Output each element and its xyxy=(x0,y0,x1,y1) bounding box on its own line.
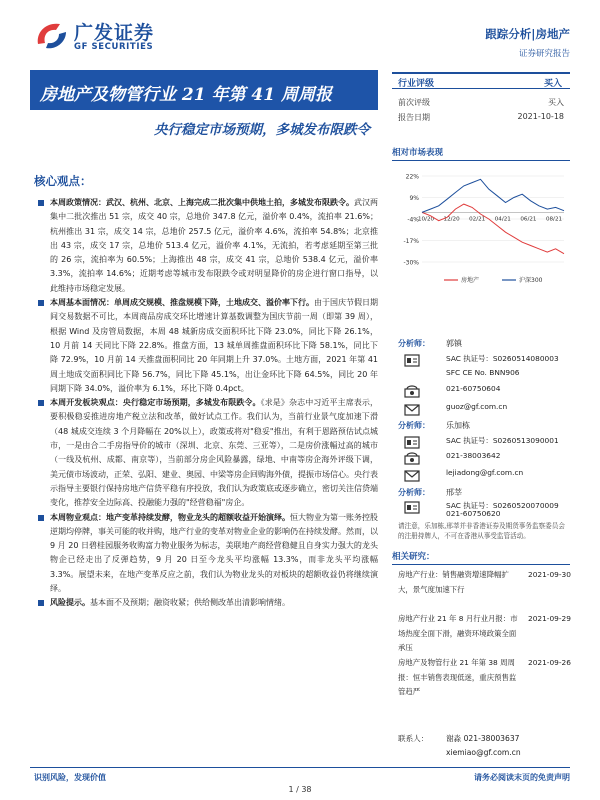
bullet-risk xyxy=(34,596,378,610)
series-line-1 xyxy=(422,179,564,212)
related-item-date: 2021-09-30 xyxy=(528,570,571,579)
divider xyxy=(392,564,570,565)
analyst-3-sac: SAC 执证号：S0260520070009 xyxy=(446,501,559,510)
analyst-1-name: 郭镇 xyxy=(446,339,462,348)
bullet-head: 风险提示。 xyxy=(50,598,90,608)
y-tick-label: -4% xyxy=(407,216,419,224)
analyst-2-label: 分析师： xyxy=(398,421,430,430)
id-card-icon xyxy=(404,434,422,448)
bullet-head: 本周物业观点：地产变革持续发酵，物业龙头的超额收益开始演绎。 xyxy=(50,512,290,522)
report-title: 房地产及物管行业 21 年第 41 周周报 xyxy=(40,85,332,105)
bullet-head: 本周政策情况：武汉、杭州、北京、上海完成二批次集中供地土拍，多城发布限跌令。 xyxy=(50,198,354,207)
analyst-3-name: 邢莘 xyxy=(446,488,462,497)
legend-label: 房地产 xyxy=(461,277,480,284)
x-tick-label: 10/20 xyxy=(417,216,435,223)
analyst-1-label: 分析师： xyxy=(398,339,430,348)
related-item-date: 2021-09-29 xyxy=(528,614,571,623)
analyst-2-name: 乐加栋 xyxy=(446,421,470,430)
id-card-icon xyxy=(404,352,422,366)
related-research-title: 相关研究： xyxy=(392,552,435,562)
relative-performance-title: 相对市场表现 xyxy=(392,148,444,158)
report-kind: 证券研究报告 xyxy=(518,49,570,59)
analyst-3-label: 分析师： xyxy=(398,488,430,497)
bullet-property-mgmt xyxy=(34,511,378,597)
contact-label: 联系人： xyxy=(398,734,429,743)
industry-rating xyxy=(392,72,570,89)
analyst-2-email[interactable]: lejiadong@gf.com.cn xyxy=(446,468,524,477)
company-logo xyxy=(34,18,184,52)
legend-label: 沪深300 xyxy=(519,277,543,284)
bullet-fundamentals xyxy=(34,296,378,396)
bullet-head: 本周开发板块观点：央行稳定市场预期，多城发布限跌令。 xyxy=(50,398,261,408)
prev-rating-value: 买入 xyxy=(548,98,564,107)
bullet-body: 恒大物业为第一账务控股逆期均停牌，事关可能的收并购，地产行业的变革对物业企业的影响仍在持续发酵。然而，以 9 月 20 日碧桂园服务收购富力物业服务为标志，美联地产商经营稳健且自身实力强大的龙头物企已经走出了反弹趋势，9 月 20 日至今龙头平均涨幅 13.3%，而非龙头平均涨幅 3.3%。展望未来，在地产变革反应之前，我们认为物业龙头的对板块的超额收益仍将继续演绎。 xyxy=(50,512,378,594)
y-tick-label: 9% xyxy=(409,195,419,202)
related-item-date: 2021-09-26 xyxy=(528,658,571,667)
report-subtitle: 央行稳定市场预期，多城发布限跌令 xyxy=(154,122,370,138)
bullet-body: 由于国庆节假日期间交易数据不可比，本周商品房成交环比增速计算基数调整为国庆节前一周（即第 39 周），根据 Wind 及房管局数据，本周 48 城新房成交面积环比下降 23.0%，同比下降 26.1%，10 月前 14 天同比下降 22.8%。推盘方面，13 城单周推盘面积环比下降 58.1%，同比下降 72.9%，10 月前 14 天推盘面积同比 20 年同期上升 37.0%。土地方面，2021 年第 41 周土地成交面积同比下降 56.7%，同比下降 45.1%，出让金环比下降 64.5%，同比 20 年同期下降 34.0%，溢价率为 6.1%，环比下降 0.4pct。 xyxy=(50,298,378,393)
footer-slogan: 识别风险，发现价值 xyxy=(34,773,106,782)
rating-label: 行业评级 xyxy=(398,79,435,89)
y-tick-label: -30% xyxy=(403,259,419,267)
report-date-value: 2021-10-18 xyxy=(517,112,564,121)
x-tick-label: 12/20 xyxy=(443,216,460,223)
prev-rating-label: 前次评级 xyxy=(398,98,430,107)
phone-icon xyxy=(404,383,422,397)
x-tick-label: 02/21 xyxy=(469,216,486,223)
email-icon xyxy=(404,467,422,481)
analyst-2-phone: 021-38003642 xyxy=(446,451,501,460)
related-item[interactable]: 房地产行业 21 年 8 月行业月报：市场热度全面下滑，融资环境政策全面承压 xyxy=(398,614,518,653)
disclaimer: 请注意，乐加栋,邢莘并非香港证券及期货事务监察委员会的注册持牌人，不可在香港从事受监管活动。 xyxy=(398,522,565,540)
rating-value: 买入 xyxy=(543,79,562,89)
id-card-icon xyxy=(404,499,422,513)
bullet-development xyxy=(34,396,378,510)
bullet-body: 基本面不及预期；融资收紧；供给侧改革出清影响情绪。 xyxy=(90,598,290,608)
analyst-3-phone: 021-60750620 xyxy=(446,509,501,518)
analyst-1-email[interactable]: guoz@gf.com.cn xyxy=(446,402,508,411)
core-views-heading: 核心观点： xyxy=(34,174,92,188)
core-views-list xyxy=(34,196,378,611)
footer-disclaimer: 请务必阅读末页的免责声明 xyxy=(474,773,570,782)
x-tick-label: 06/21 xyxy=(520,216,537,223)
phone-icon xyxy=(404,450,422,464)
divider xyxy=(392,160,570,161)
page-number: 1 / 38 xyxy=(288,785,312,794)
footer-divider xyxy=(30,767,570,768)
x-tick-label: 08/21 xyxy=(545,216,563,223)
prev-rating-row xyxy=(398,97,564,108)
related-item[interactable]: 房地产及物管行业 21 年第 38 周周报：恒丰销售表现低迷，重庆预售监管趋严 xyxy=(398,658,517,697)
analyst-1-sac: SAC 执证号：S0260514080003 xyxy=(446,354,559,363)
series-line-0 xyxy=(422,204,564,254)
email-icon xyxy=(404,401,422,415)
bullet-policy xyxy=(34,196,378,296)
contact-email[interactable]: xiemiao@gf.com.cn xyxy=(446,748,521,757)
logo-text-en: GF SECURITIES xyxy=(74,42,154,52)
bullet-body: 武汉两集中二批次推出 51 宗，成交 40 宗，总地价 347.8 亿元，溢价率 0.4%，流拍率 21.6%；杭州推出 31 宗，成交 14 宗，总地价 257.5 亿元，溢价率 4.6%，流拍率 54.8%；北京推出 43 宗，成交 17 宗，总地价 513.4 亿元，溢价率 4.1%，无流拍，若考虑延期至第三批的 26 宗，流拍率为 60.5%；上海推出 48 宗，成交 41 宗，总地价 538.4 亿元，溢价率 3.3%，流拍率 14.6%；近期考虑等城市发布限跌令或对明显降价的房企进行窗口指导，以此维持市场稳定发展。 xyxy=(50,198,378,293)
y-tick-label: 22% xyxy=(405,173,419,181)
report-date-row xyxy=(398,112,564,123)
relative-performance-chart xyxy=(392,166,570,290)
report-date-label: 报告日期 xyxy=(398,113,430,122)
logo-text-cn: 广发证券 xyxy=(74,22,155,44)
bullet-body: 《求是》杂志中习近平主席表示，要积极稳妥推进房地产税立法和改革，做好试点工作。我们认为，当前行业景气度加速下滑（48 城成交连续 3 个月降幅在 20%以上），政策或将对"稳妥"推出，有利于恩路预估试点城市，一是由合二手房指导价的城市（深圳、北京、东莞、三亚等），二是房价涨幅过高的城市（一线及杭州、成都、南京等），当前部分房企风险暴露，绿地、中南等房企海外评级下调，美元债市场波动，正荣、弘阳、建业、奥园、中梁等房企回购海外债，提振市场信心。央行表示指导主要银行保持房地产信贷平稳有序投放，我们认为政策底或逐步确立，密切关注信贷端变化，推荐安全边际高、投融能力强的"经营稳福"房企。 xyxy=(50,398,379,508)
x-tick-label: 04/21 xyxy=(494,216,511,223)
chart-svg xyxy=(392,166,570,290)
analyst-1-phone: 021-60750604 xyxy=(446,384,501,393)
bullet-head: 本周基本面情况：单周成交规模、推盘规模下降，土地成交、溢价率下行。 xyxy=(50,298,314,308)
related-item[interactable]: 房地产行业：销售融资增速降幅扩大，景气度加速下行 xyxy=(398,570,509,594)
gf-logo-icon xyxy=(34,18,70,52)
analyst-2-sac: SAC 执证号：S0260513090001 xyxy=(446,436,559,445)
contact-name: 谢淼 021-38003637 xyxy=(446,734,520,743)
y-tick-label: -17% xyxy=(403,238,419,245)
analyst-1-sfc: SFC CE No. BNN906 xyxy=(446,368,520,377)
report-type: 跟踪分析|房地产 xyxy=(485,27,570,41)
